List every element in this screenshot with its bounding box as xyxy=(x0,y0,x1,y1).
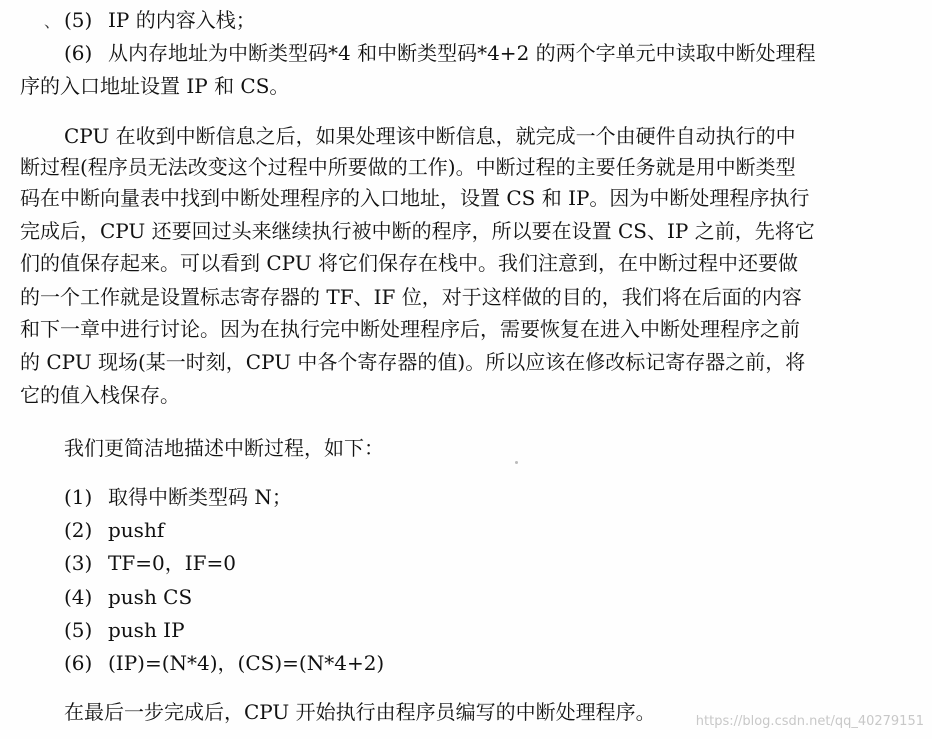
step-2 xyxy=(64,518,164,542)
intro-item-5-number: (5) xyxy=(64,8,93,32)
step-6-number: (6) xyxy=(64,651,93,675)
intro-item-6-line1 xyxy=(64,41,816,65)
step-1-text: 取得中断类型码 N； xyxy=(108,485,292,509)
step-5 xyxy=(64,618,185,642)
paragraph-line-6: 的一个工作就是设置标志寄存器的 TF、IF 位，对于这样做的目的，我们将在后面的内容 xyxy=(20,285,802,309)
step-4-number: (4) xyxy=(64,585,93,609)
scan-tick-mark: 、 xyxy=(44,12,61,31)
closing-sentence: 在最后一步完成后，CPU 开始执行由程序员编写的中断处理程序。 xyxy=(64,700,656,724)
intro-item-6-text-line1: 从内存地址为中断类型码*4 和中断类型码*4+2 的两个字单元中读取中断处理程 xyxy=(108,41,816,65)
step-5-number: (5) xyxy=(64,618,93,642)
paragraph-line-2: 断过程(程序员无法改变这个过程中所要做的工作)。中断过程的主要任务就是用中断类型 xyxy=(20,155,796,179)
paragraph-line-8: 的 CPU 现场(某一时刻，CPU 中各个寄存器的值)。所以应该在修改标记寄存器之前，将 xyxy=(20,350,806,374)
paragraph-line-5: 们的值保存起来。可以看到 CPU 将它们保存在栈中。我们注意到，在中断过程中还要做 xyxy=(20,251,798,275)
step-2-number: (2) xyxy=(64,518,93,542)
step-1-number: (1) xyxy=(64,485,93,509)
intro-item-5-text: IP 的内容入栈； xyxy=(108,8,256,32)
paragraph-line-7: 和下一章中进行讨论。因为在执行完中断处理程序后，需要恢复在进入中断处理程序之前 xyxy=(20,317,800,341)
scan-speck xyxy=(515,461,518,464)
step-4 xyxy=(64,585,192,609)
step-6-text: (IP)=(N*4)，(CS)=(N*4+2) xyxy=(108,651,385,675)
intro-item-6-number: (6) xyxy=(64,41,93,65)
step-2-text: pushf xyxy=(108,518,165,542)
intro-item-6-line2: 序的入口地址设置 IP 和 CS。 xyxy=(20,74,290,98)
step-4-text: push CS xyxy=(108,585,193,609)
step-3-number: (3) xyxy=(64,551,93,575)
paragraph-line-3: 码在中断向量表中找到中断处理程序的入口地址，设置 CS 和 IP。因为中断处理程序执行 xyxy=(20,186,810,210)
summary-intro: 我们更简洁地描述中断过程，如下： xyxy=(64,436,384,460)
step-1 xyxy=(64,485,292,509)
step-3-text: TF=0，IF=0 xyxy=(108,551,236,575)
step-5-text: push IP xyxy=(108,618,185,642)
step-3 xyxy=(64,551,236,575)
csdn-watermark: https://blog.csdn.net/qq_40279151 xyxy=(695,714,924,729)
paragraph-line-4: 完成后，CPU 还要回过头来继续执行被中断的程序，所以要在设置 CS、IP 之前，先将它 xyxy=(20,219,815,243)
paragraph-line-9: 它的值入栈保存。 xyxy=(20,383,180,407)
intro-item-5 xyxy=(64,8,256,32)
step-6 xyxy=(64,651,384,675)
paragraph-line-1: CPU 在收到中断信息之后，如果处理该中断信息，就完成一个由硬件自动执行的中 xyxy=(64,124,796,148)
